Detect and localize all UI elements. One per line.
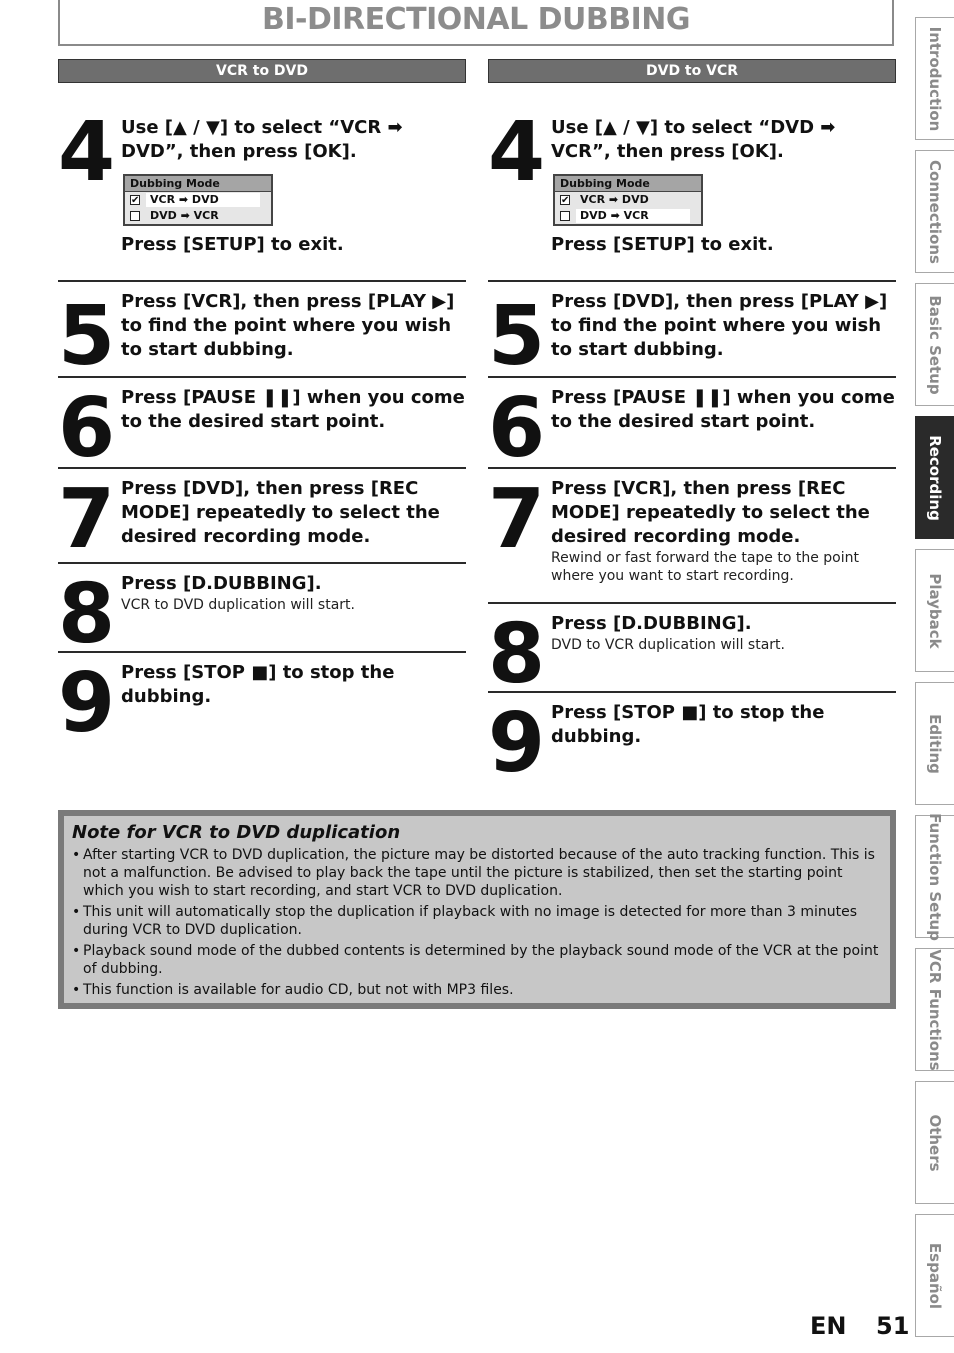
step-instruction: Press [PAUSE ❚❚] when you come to the desired start point.	[551, 387, 895, 432]
step-detail: DVD to VCR duplication will start.	[551, 637, 785, 653]
note-item: • Playback sound mode of the dubbed contents is determined by the playback sound mode of the VCR at the point of dubbing.	[72, 942, 882, 978]
tab-basic-setup[interactable]: Basic Setup	[915, 283, 954, 406]
step-6	[58, 378, 466, 476]
step-instruction: Use [▲ / ▼] to select “VCR ➡ DVD”, then press [OK].	[121, 117, 403, 162]
step-9	[58, 653, 466, 751]
menu-title: Dubbing Mode	[555, 176, 701, 192]
right-column	[488, 100, 896, 791]
note-title: Note for VCR to DVD duplication	[72, 822, 401, 843]
step-4	[58, 100, 466, 282]
page-number: 51	[876, 1312, 910, 1340]
step-number: 4	[58, 105, 112, 200]
step-number: 6	[488, 381, 542, 476]
dubbing-mode-menu	[123, 174, 273, 226]
language-code: EN	[810, 1312, 847, 1340]
step-8	[488, 604, 896, 702]
note-item: • After starting VCR to DVD duplication, the picture may be distorted because of the auto tracking function. This is not a malfunction. Be advised to play back the tape until the picture is stabilized, then set the starting point which you wish to start recording, and start VCR to DVD duplication.	[72, 846, 882, 900]
tab-playback[interactable]: Playback	[915, 549, 954, 672]
exit-instruction: Press [SETUP] to exit.	[121, 234, 344, 255]
step-instruction: Press [DVD], then press [PLAY ▶] to find the point where you wish to start dubbing.	[551, 291, 888, 360]
dubbing-mode-menu	[553, 174, 703, 226]
tab-others[interactable]: Others	[915, 1081, 954, 1204]
tab-editing[interactable]: Editing	[915, 682, 954, 805]
tab-connections[interactable]: Connections	[915, 150, 954, 273]
tab-espanol[interactable]: Español	[915, 1214, 954, 1337]
step-instruction: Press [D.DUBBING].	[551, 613, 752, 634]
step-instruction: Press [PAUSE ❚❚] when you come to the desired start point.	[121, 387, 465, 432]
checkbox-icon[interactable]: ✔	[131, 195, 140, 206]
exit-instruction: Press [SETUP] to exit.	[551, 234, 774, 255]
tab-function-setup[interactable]: Function Setup	[915, 815, 954, 938]
checkbox-icon[interactable]	[560, 211, 570, 221]
note-list	[72, 846, 882, 999]
step-instruction: Press [VCR], then press [PLAY ▶] to find the point where you wish to start dubbing.	[121, 291, 455, 360]
menu-option-vcr-dvd[interactable]: ✔ VCR ➡ DVD	[561, 193, 649, 206]
step-8	[58, 564, 466, 662]
step-5	[488, 282, 896, 384]
step-number: 4	[488, 105, 542, 200]
checkbox-icon[interactable]: ✔	[561, 195, 570, 206]
menu-option-vcr-dvd[interactable]: ✔ VCR ➡ DVD	[125, 192, 271, 208]
step-instruction: Press [STOP ■] to stop the dubbing.	[121, 662, 395, 707]
step-7	[58, 469, 466, 567]
left-column	[58, 100, 466, 751]
step-number: 8	[58, 567, 112, 662]
title-frame	[58, 0, 894, 46]
note-item: • This unit will automatically stop the duplication if playback with no image is detected for more than 3 minutes during VCR to DVD duplication.	[72, 903, 882, 939]
step-instruction: Press [D.DUBBING].	[121, 573, 322, 594]
step-detail: Rewind or fast forward the tape to the point where you want to start recording.	[551, 550, 859, 584]
menu-option-dvd-vcr[interactable]: DVD ➡ VCR	[555, 208, 701, 224]
step-4	[488, 100, 896, 282]
step-number: 7	[58, 472, 112, 567]
step-instruction: Use [▲ / ▼] to select “DVD ➡ VCR”, then press [OK].	[551, 117, 836, 162]
step-instruction: Press [VCR], then press [REC MODE] repeatedly to select the desired recording mode.	[551, 478, 870, 547]
tab-vcr-functions[interactable]: VCR Functions	[915, 948, 954, 1071]
menu-option-dvd-vcr[interactable]: DVD ➡ VCR	[125, 208, 271, 224]
step-number: 8	[488, 607, 542, 702]
step-6	[488, 378, 896, 476]
step-number: 9	[488, 696, 542, 791]
tab-introduction[interactable]: Introduction	[915, 17, 954, 140]
step-number: 7	[488, 472, 542, 567]
page-title: BI-DIRECTIONAL DUBBING	[261, 2, 691, 37]
step-9	[488, 693, 896, 791]
step-5	[58, 282, 466, 384]
checkbox-icon[interactable]	[130, 211, 140, 221]
note-item: • This function is available for audio CD, but not with MP3 files.	[72, 981, 882, 999]
right-column-heading: DVD to VCR	[488, 59, 896, 83]
step-number: 5	[488, 289, 542, 384]
step-instruction: Press [STOP ■] to stop the dubbing.	[551, 702, 825, 747]
left-column-heading: VCR to DVD	[58, 59, 466, 83]
step-number: 6	[58, 381, 112, 476]
step-detail: VCR to DVD duplication will start.	[121, 597, 355, 613]
step-7	[488, 469, 896, 604]
step-number: 9	[58, 656, 112, 751]
tab-recording[interactable]: Recording	[915, 416, 954, 539]
step-number: 5	[58, 289, 112, 384]
menu-title: Dubbing Mode	[125, 176, 271, 192]
note-box	[58, 810, 896, 1009]
step-instruction: Press [DVD], then press [REC MODE] repeatedly to select the desired recording mode.	[121, 478, 440, 547]
